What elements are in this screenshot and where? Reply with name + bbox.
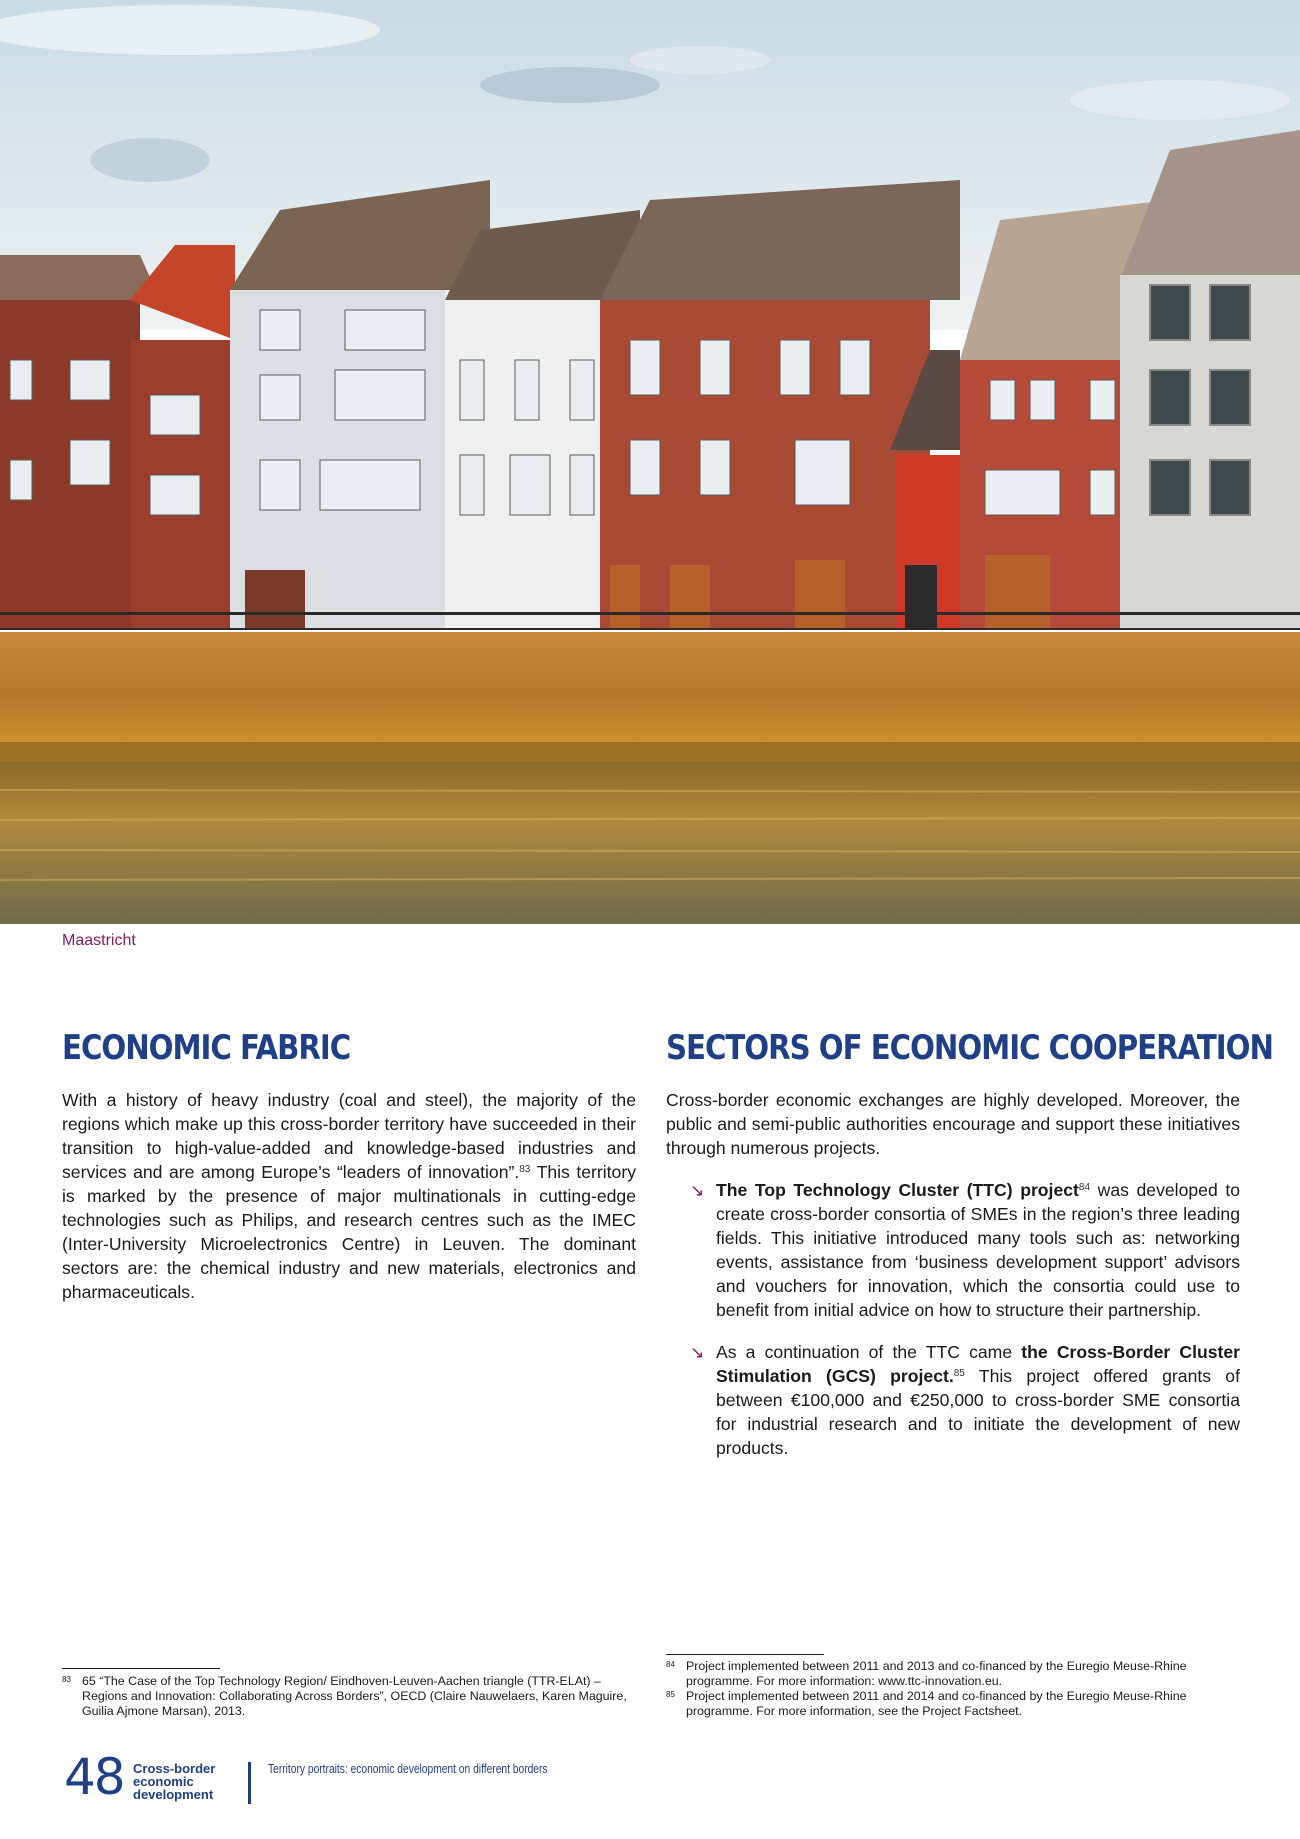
footnote-ref-85[interactable]: 85 (953, 1368, 965, 1379)
sectors-heading: SECTORS OF ECONOMIC COOPERATION (666, 1028, 1273, 1068)
footnote-text: 65 “The Case of the Top Technology Region/ Eindhoven-Leuven-Aachen triangle (TTR-ELAt) – Regions and Innovation: Collaborating Across Borders”, OECD (Claire Nauwelaers, Karen Maguire, Guilia Ajmone Marsan), 2013. (82, 1674, 627, 1718)
brand-logo-text (133, 1762, 215, 1801)
footnote-text: Project implemented between 2011 and 2014 and co-financed by the Euregio Meuse-Rhine programme. For more information, see the Project Factsheet. (686, 1689, 1187, 1718)
economic-fabric-heading: ECONOMIC FABRIC (62, 1028, 351, 1068)
economic-fabric-paragraph (62, 1088, 636, 1304)
gcs-period: . (948, 1366, 954, 1386)
footer-divider (248, 1762, 251, 1804)
footnotes-right (666, 1659, 1242, 1719)
sectors-intro: Cross-border economic exchanges are highly developed. Moreover, the public and semi-public authorities encourage and support these initiatives through numerous projects. (666, 1090, 1240, 1158)
page-number: 48 (64, 1748, 124, 1806)
footer-section-title: Territory portraits: economic development on different borders (268, 1762, 548, 1776)
brand-line-3: development (133, 1787, 214, 1802)
footnote-ref-84[interactable]: 84 (1078, 1182, 1091, 1193)
footnotes-left (62, 1674, 638, 1719)
brand-line-2: economic (133, 1774, 194, 1789)
footnote-number: 83 (62, 1675, 71, 1684)
footnote-85 (666, 1689, 1242, 1719)
footnote-number: 85 (666, 1690, 675, 1699)
ttc-project-name: The Top Technology Cluster (TTC) project (716, 1180, 1079, 1200)
ttc-description: was developed to create cross-border consortia of SMEs in the region’s three leading fields. This initiative introduced many tools such as: networking events, assistance from ‘business development support’ advisors and vouchers for innovation, which the consortia could use to benefit from initial advice on how to structure their partnership. (716, 1180, 1241, 1320)
photo-caption: Maastricht (62, 932, 136, 949)
bullet-ttc (690, 1178, 1241, 1322)
paragraph-text-part2: This territory is marked by the presence of major multinationals in cutting-edge technologies such as Philips, and research centres such as the IMEC (Inter-University Microelectronics Centre) in Leuven. The dominant sectors are: the chemical industry and new materials, electronics and pharmaceuticals. (62, 1162, 636, 1302)
paragraph-text-part1: With a history of heavy industry (coal and steel), the majority of the regions which make up this cross-border territory have succeeded in their transition to high-value-added and knowledge-based industries and services and are among Europe’s “leaders of innovation”. (62, 1090, 636, 1182)
arrow-down-right-icon: ↘ (690, 1343, 705, 1362)
sectors-bullet-list (666, 1178, 1240, 1460)
bullet-gcs (690, 1340, 1240, 1460)
gcs-intro-text: As a continuation of the TTC came (716, 1342, 1022, 1362)
arrow-down-right-icon: ↘ (690, 1181, 705, 1200)
footnote-number: 84 (666, 1660, 675, 1669)
sectors-column (666, 1088, 1240, 1478)
footnote-rule-right (666, 1654, 824, 1655)
gcs-project-label: the Cross-Border Cluster Stimulation (GCS) project (716, 1342, 1240, 1386)
footnote-rule-left (62, 1668, 220, 1669)
footnote-ref-83[interactable]: 83 (519, 1164, 531, 1175)
economic-fabric-column (62, 1088, 636, 1304)
brand-line-1: Cross-border (133, 1761, 216, 1776)
footnote-84 (666, 1659, 1242, 1689)
footnote-83 (62, 1674, 638, 1719)
footnote-text: Project implemented between 2011 and 2013 and co-financed by the Euregio Meuse-Rhine programme. For more information: www.ttc-innovation.eu. (686, 1659, 1187, 1688)
gcs-description: This project offered grants of between €100,000 and €250,000 to cross-border SME consortia for industrial research and to initiate the development of new products. (716, 1366, 1240, 1458)
